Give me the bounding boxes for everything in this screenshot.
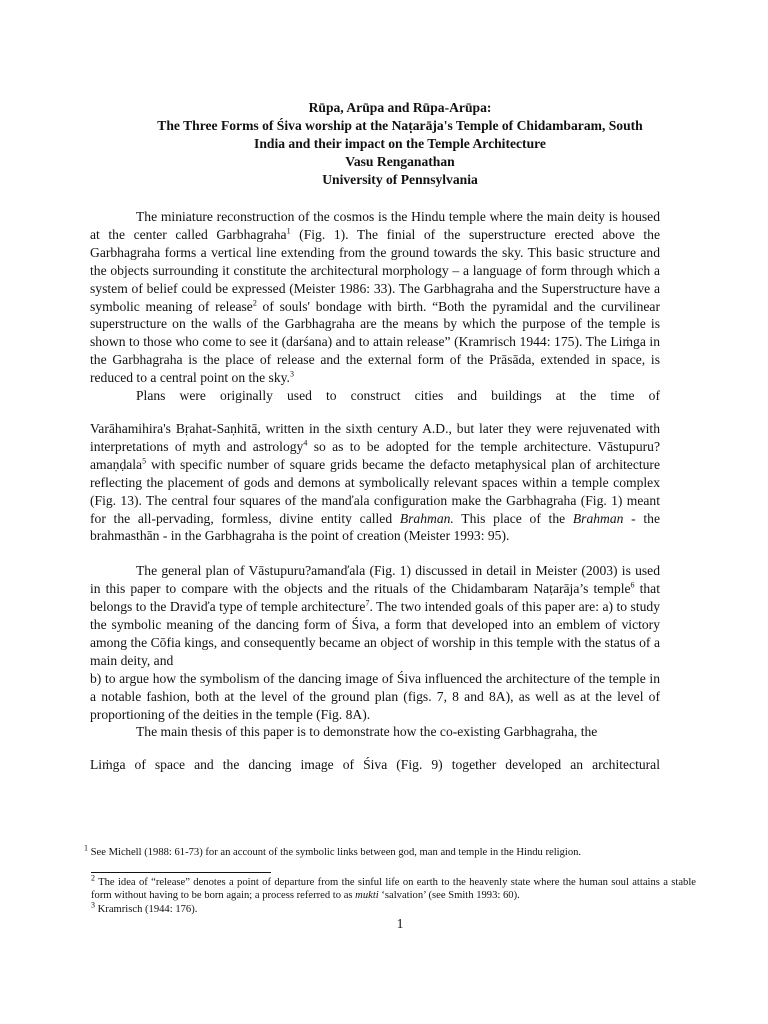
footnote-ref[interactable]: 3 [289,369,294,379]
footnote-ref[interactable]: 4 [303,438,308,448]
title-line-1: Rūpa, Arūpa and Rūpa-Arūpa: [308,100,492,115]
footnote-3: $^3$ Kramrisch (1944: 176). [91,900,198,915]
author-affiliation: University of Pennsylvania [322,172,478,187]
paragraph-1: The miniature reconstruction of the cosmos is the Hindu temple where the main deity is housed at the center called Garbhagraha$^1$ (Fig. 1). The finial of the superstructure erected above the Garbhagraha forms a vertical line extending from the ground towards the sky. This basic structure and the objects surrounding it constitute the architectural morphology – a language of form through which a system of belief could be expressed (Meister 1986: 33). The Garbhagraha and the Superstructure have a symbolic meaning of release$^2$ of souls' bondage with birth. “Both the pyramidal and the curvilinear superstructure on the walls of the Garbhagraha are the means by which the purpose of the temple is shown to those who come to see it (darśana) and to attain release” (Kramrisch 1944: 175). The Liṁga in the Garbhagraha is the place of release and the external form of the Prāsāda, extended in space, is reduced to a central point on the sky.$^3$ [90,209,660,386]
footnote-ref[interactable]: 2 [252,298,257,307]
paragraph-4: b) to argue how the symbolism of the dancing image of Śiva influenced the architecture of the temple in a notable fashion, both at the level of the ground plan (figs. 7, 8 and 8A), as well as at the level of proportioning of the deities in the temple (Fig. 8A). [90,670,660,722]
footnote-ref[interactable]: 6 [630,580,635,590]
paragraph-2: Varāhamihira's Bṛahat-Saṇhitā, written in the sixth century A.D., but later they were rejuvenated with interpretations of myth and astrology$^4$ so as to be adopted for the temple architecture. Vāstupuru?amaṇḍala$^5$ with specific number of square grids became the defacto metaphysical plan of architecture reflecting the placement of gods and demons at symbolically relevant spaces within a temple complex (Fig. 13). The central four squares of the manďala configuration make the Garbhagraha (Fig. 1) meant for the all-pervading, formless, divine entity called Brahman. This place of the Brahman - the brahmasthān - in the Garbhagraha is the point of creation (Meister 1993: 95). [90,420,661,544]
title-line-3: India and their impact on the Temple Architecture [254,136,546,151]
footnote-ref[interactable]: 7 [365,598,370,608]
footnote-2: $^2$ The idea of “release” denotes a point of departure from the sinful life on earth to the heavenly state where the human soul attains a stable form without having to be born again; a process referred to as mukti ‘salvation’ (see Smith 1993: 60). [91,873,696,902]
footnote-divider [91,872,271,873]
paragraph-6: Liṁga of space and the dancing image of Śiva (Fig. 9) together developed an architectural [90,757,660,773]
paragraph-3: The general plan of Vāstupuru?amanďala (Fig. 1) discussed in detail in Meister (2003) is used in this paper to compare with the objects and the rituals of the Chidambaram Naṭarāja’s temple$^6$ that belongs to the Draviďa type of temple architecture$^7$. The two intended goals of this paper are: a) to study the symbolic meaning of the dancing form of Śiva, a form that developed into an emblem of victory among the Cōfia kings, and consequently became an object of worship in this temple with the status of a main deity, and [90,563,660,668]
title-block [90,99,710,189]
footnote-ref[interactable]: 5 [142,456,147,466]
author-name: Vasu Renganathan [345,154,455,169]
title-line-2: The Three Forms of Śiva worship at the Naṭarāja's Temple of Chidambaram, South [157,118,643,133]
paragraph-5: The main thesis of this paper is to demonstrate how the co-existing Garbhagraha, the [136,724,598,740]
footnote-1: $^1$ See Michell (1988: 61-73) for an account of the symbolic links between god, man and temple in the Hindu religion. [84,843,582,858]
page-number: 1 [396,916,404,931]
footnote-ref[interactable]: 1 [286,226,291,236]
body-text [90,208,660,774]
footnotes [84,843,696,916]
paragraph-2-first-line: Plans were originally used to construct cities and buildings at the time of [136,388,660,404]
